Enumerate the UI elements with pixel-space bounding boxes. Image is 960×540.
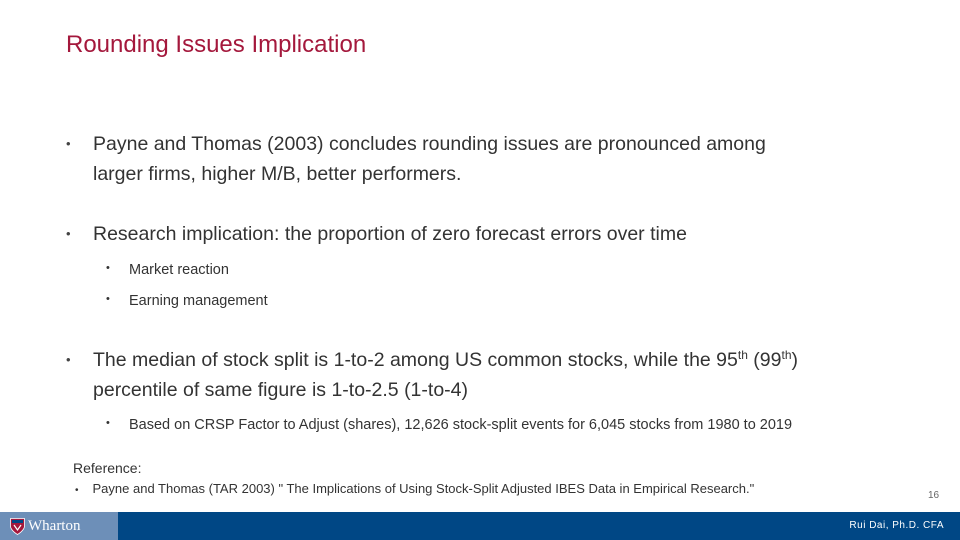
sub-bullet-crsp-factor — [106, 417, 792, 433]
slide-title: Rounding Issues Implication — [66, 31, 367, 58]
bullet-marker: • — [66, 136, 71, 151]
superscript: th — [781, 348, 792, 362]
bullet-text: Research implication: the proportion of zero forecast errors over time — [93, 223, 687, 245]
reference-text: Payne and Thomas (TAR 2003) " The Implications of Using Stock-Split Adjusted IBES Data in Empirical Research." — [92, 481, 755, 496]
reference-heading: Reference: — [73, 460, 142, 476]
bullet-marker: • — [106, 417, 110, 429]
reference-item — [75, 481, 754, 496]
bullet-marker: • — [106, 293, 110, 305]
bullet-text-line: larger firms, higher M/B, better performers. — [93, 163, 462, 185]
footer-bar — [0, 512, 960, 540]
bullet-research-implication — [66, 219, 896, 249]
bullet-text-line: Payne and Thomas (2003) concludes rounding issues are pronounced among — [93, 133, 766, 155]
sub-bullet-text: Market reaction — [129, 262, 229, 278]
sub-bullet-market-reaction — [106, 262, 229, 278]
bullet-text-part: The median of stock split is 1-to-2 among US common stocks, while the 95 — [93, 349, 738, 371]
superscript: th — [737, 348, 748, 362]
bullet-rounding-issues — [66, 129, 896, 189]
bullet-text-part: ) — [791, 349, 799, 371]
bullet-stock-split-median — [66, 345, 896, 405]
bullet-text-part: (99 — [747, 349, 782, 371]
wharton-logo — [10, 517, 80, 535]
sub-bullet-text: Earning management — [129, 293, 268, 309]
shield-icon — [10, 518, 25, 535]
bullet-marker: • — [106, 262, 110, 274]
sub-bullet-text: Based on CRSP Factor to Adjust (shares), 12,626 stock-split events for 6,045 stocks from 1980 to 2019 — [129, 417, 793, 433]
bullet-marker: • — [66, 226, 71, 241]
sub-bullet-earning-management — [106, 293, 268, 309]
logo-text: Wharton — [28, 517, 81, 534]
bullet-marker: • — [75, 485, 79, 496]
bullet-marker: • — [66, 352, 71, 367]
author-credit: Rui Dai, Ph.D. CFA — [849, 520, 944, 531]
page-number: 16 — [928, 490, 940, 501]
bullet-text-line: percentile of same figure is 1-to-2.5 (1-to-4) — [93, 379, 468, 401]
